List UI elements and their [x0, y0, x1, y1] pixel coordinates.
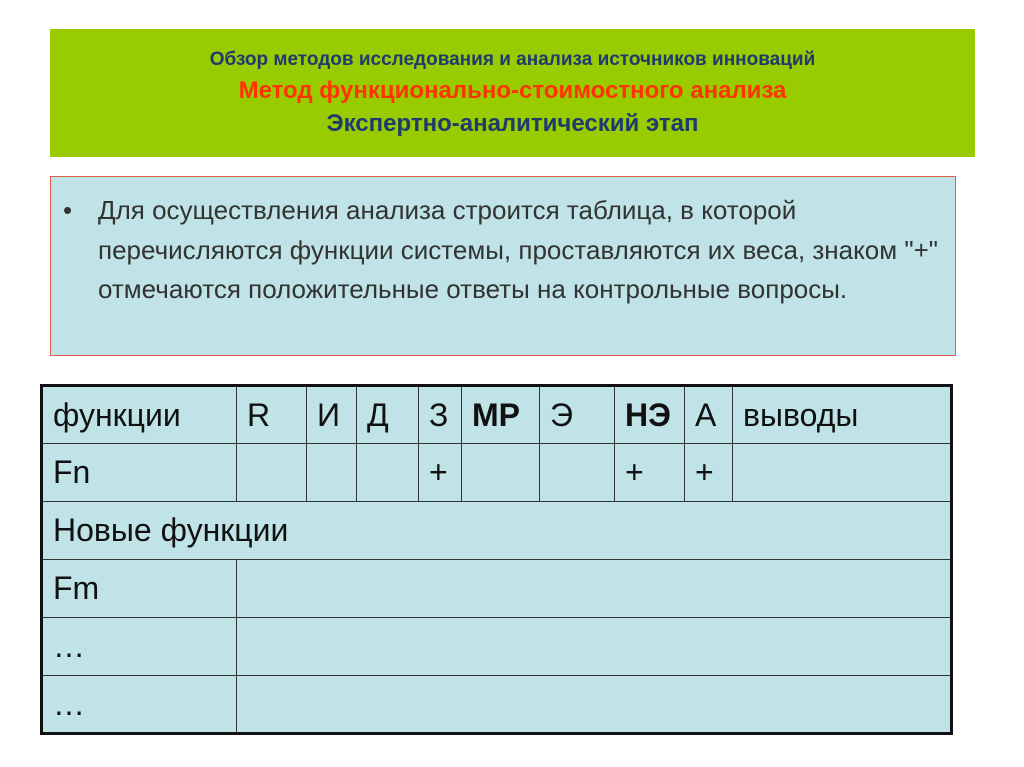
table-cell: Fn: [42, 444, 237, 502]
table-cell: …: [42, 618, 237, 676]
table-cell: +: [419, 444, 462, 502]
table-row-new-functions: [42, 502, 952, 560]
table-cell: [540, 444, 615, 502]
table-cell: [307, 444, 357, 502]
bullet-text-box: [50, 176, 956, 356]
table-cell: +: [685, 444, 733, 502]
table-cell: [237, 676, 952, 734]
table-cell: Fm: [42, 560, 237, 618]
header-cell-ne: НЭ: [615, 386, 685, 444]
header-cell-r: R: [237, 386, 307, 444]
table-row-fm: [42, 560, 952, 618]
table-cell: [237, 560, 952, 618]
table-cell: [462, 444, 540, 502]
header-cell-a: А: [685, 386, 733, 444]
header-cell-functions: функции: [42, 386, 237, 444]
header-cell-conclusions: выводы: [733, 386, 952, 444]
table-cell: [357, 444, 419, 502]
header-cell-z: З: [419, 386, 462, 444]
table-cell: +: [615, 444, 685, 502]
analysis-table: [40, 384, 953, 735]
table-cell: [237, 618, 952, 676]
bullet-text: Для осуществления анализа строится таблица, в которой перечисляются функции системы, проставляются их веса, знаком "+" отмечаются положительные ответы на контрольные вопросы.: [98, 195, 938, 304]
new-functions-cell: Новые функции: [42, 502, 952, 560]
header-cell-d: Д: [357, 386, 419, 444]
header-cell-e: Э: [540, 386, 615, 444]
table-cell: [733, 444, 952, 502]
table-row-fn: [42, 444, 952, 502]
table-header-row: [42, 386, 952, 444]
title-line-1: Обзор методов исследования и анализа источников инноваций: [209, 49, 816, 70]
header-cell-i: И: [307, 386, 357, 444]
title-line-3: Экспертно-аналитический этап: [326, 110, 699, 137]
slide-title-box: [50, 29, 975, 157]
table-cell: …: [42, 676, 237, 734]
table-cell: [237, 444, 307, 502]
header-cell-mr: МР: [462, 386, 540, 444]
title-line-2: Метод функционально-стоимостного анализа: [238, 77, 787, 104]
table-row-dots-2: [42, 676, 952, 734]
table-row-dots-1: [42, 618, 952, 676]
bullet-dot-icon: •: [63, 195, 73, 225]
